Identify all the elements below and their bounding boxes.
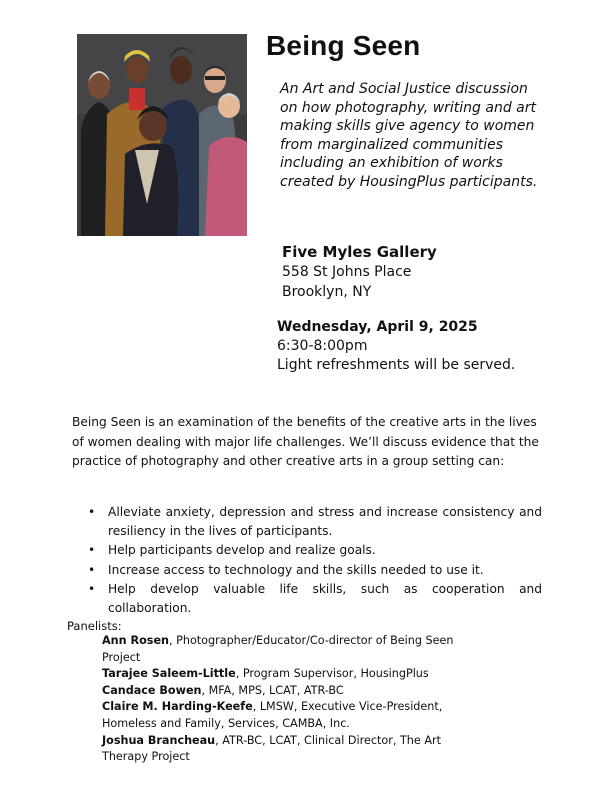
list-item: • Help participants develop and realize goals. (88, 541, 542, 560)
panelists-list (102, 633, 472, 766)
panelist-name: Ann Rosen (102, 634, 169, 647)
event-details (277, 318, 515, 375)
venue-block (282, 242, 437, 302)
list-item: • Increase access to technology and the skills needed to use it. (88, 561, 542, 580)
intro-paragraph: Being Seen is an examination of the benefits of the creative arts in the lives of women dealing with major life challenges. We’ll discuss evidence that the practice of photography and other creative arts in a group setting can: (72, 415, 539, 468)
panelist-role: , MFA, MPS, LCAT, ATR-BC (201, 683, 344, 697)
venue-street: 558 St Johns Place (282, 264, 412, 280)
list-item: • Alleviate anxiety, depression and stress and increase consistency and resiliency in the lives of participants. (88, 503, 542, 540)
panelist-item (102, 666, 472, 683)
event-time: 6:30-8:00pm (277, 338, 368, 354)
panelist-role: , Photographer/Educator/Co-director of Being Seen Project (102, 634, 454, 664)
group-photo-illustration (77, 34, 247, 236)
event-tagline: An Art and Social Justice discussion on how photography, writing and art making skills give agency to women from marginalized communities including an exhibition of works created by HousingPlus participants. (280, 81, 538, 190)
panelist-role: , LMSW, Executive Vice-President, Homeless and Family, Services, CAMBA, Inc. (102, 700, 443, 730)
panelists-heading: Panelists: (67, 619, 122, 633)
venue-city: Brooklyn, NY (282, 284, 372, 300)
list-item: • Help develop valuable life skills, such as cooperation and collaboration. (88, 580, 542, 617)
panelist-item (102, 733, 472, 766)
panelist-item (102, 699, 472, 732)
page-title: Being Seen (266, 30, 421, 61)
panelist-item (102, 683, 472, 700)
panelist-role: , ATR-BC, LCAT, Clinical Director, The Art Therapy Project (102, 733, 441, 764)
panelist-name: Tarajee Saleem-Little (102, 667, 236, 681)
group-photo (77, 34, 247, 236)
panelist-item (102, 633, 472, 666)
panelist-name: Joshua Brancheau (102, 733, 216, 747)
venue-name: Five Myles Gallery (282, 243, 437, 261)
panelist-role: , Program Supervisor, HousingPlus (235, 667, 429, 681)
panelist-name: Claire M. Harding-Keefe (102, 700, 253, 714)
event-date: Wednesday, April 9, 2025 (277, 319, 478, 335)
event-refreshments: Light refreshments will be served. (277, 357, 516, 373)
benefits-list (88, 503, 542, 619)
panelist-name: Candace Bowen (102, 683, 202, 697)
